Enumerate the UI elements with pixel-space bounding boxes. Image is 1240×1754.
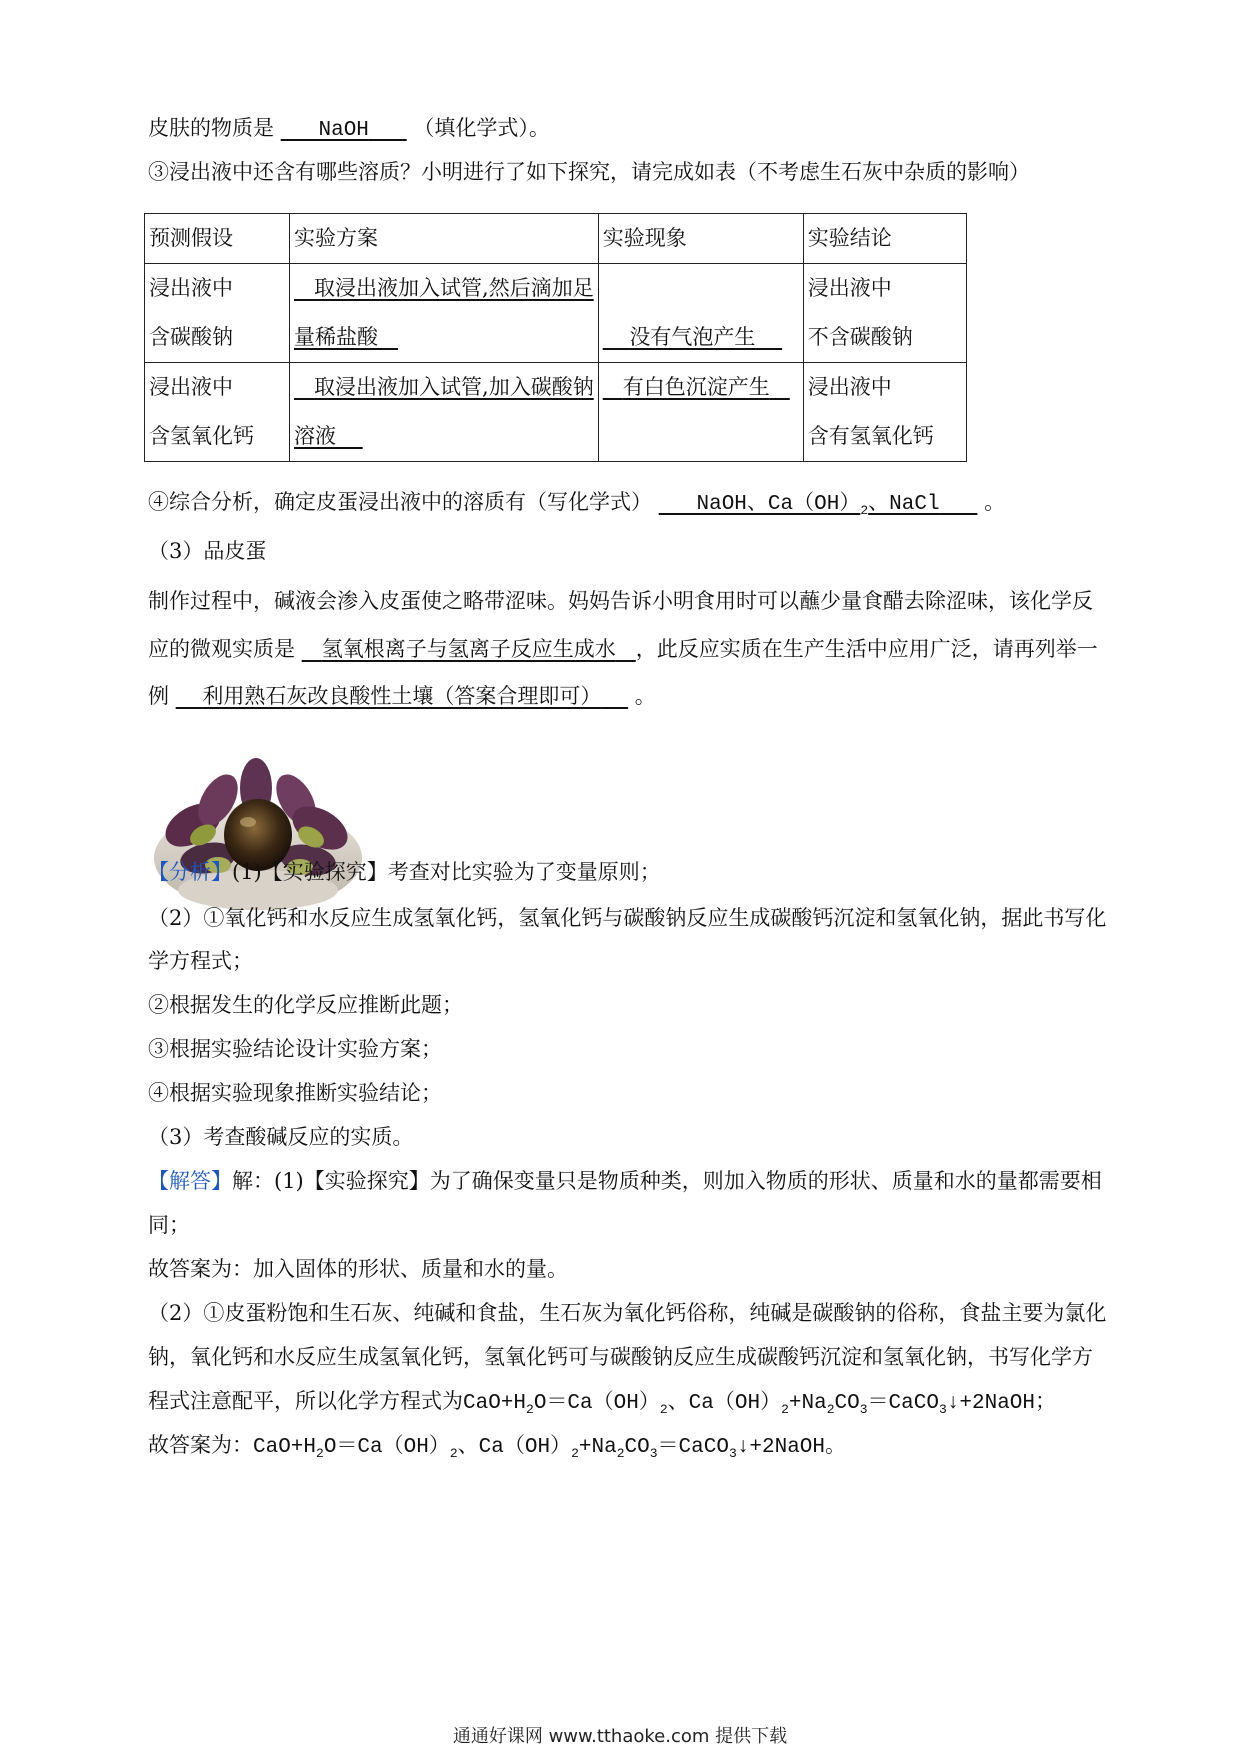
- analysis-line: （2）①氧化钙和水反应生成氢氧化钙，氢氧化钙与碳酸钠反应生成碳酸钙沉淀和氢氧化钠，据此书写化: [148, 906, 1107, 930]
- hypothesis-cell: 浸出液中 含碳酸钠: [145, 264, 290, 363]
- page-footer: 通通好课网 www.tthaoke.com 提供下载: [452, 1726, 788, 1747]
- conclusion-cell: 浸出液中 含有氢氧化钙: [803, 363, 966, 462]
- text-line: 皮肤的物质是 NaOH （填化学式）。: [148, 116, 550, 142]
- analysis-line: ③根据实验结论设计实验方案；: [148, 1037, 442, 1061]
- observation-cell: 有白色沉淀产生: [598, 363, 803, 462]
- text-line: 例 利用熟石灰改良酸性土壤（答案合理即可） 。: [148, 684, 656, 708]
- solution-line: 钠，氧化钙和水反应生成氢氧化钙，氢氧化钙可与碳酸钠反应生成碳酸钙沉淀和氢氧化钠，书写化学方: [148, 1345, 1093, 1369]
- text-line: 制作过程中，碱液会渗入皮蛋使之略带涩味。妈妈告诉小明食用时可以蘸少量食醋去除涩味，该化学反: [148, 589, 1093, 613]
- header-cell: 实验结论: [803, 214, 966, 264]
- equation-line: 故答案为：$CaO+H_2O=Ca(OH)_2$、$Ca(OH)_2+Na_2CO_3=CaCO_3↓+2NaOH$。: [148, 1433, 846, 1462]
- plan-cell: 取浸出液加入试管,然后滴加足 量稀盐酸: [290, 264, 599, 363]
- section-heading: （3）品皮蛋: [148, 539, 267, 563]
- equation-line: 程式注意配平，所以化学方程式为$CaO+H_2O=Ca(OH)_2$、$Ca(OH)_2+Na_2CO_3=CaCO_3↓+2NaOH$；: [148, 1389, 1056, 1418]
- table-row: [145, 363, 967, 462]
- analysis-line: 学方程式；: [148, 949, 253, 973]
- plan-cell: 取浸出液加入试管,加入碳酸钠 溶液: [290, 363, 599, 462]
- header-cell: 预测假设: [145, 214, 290, 264]
- answer-blank: 利用熟石灰改良酸性土壤（答案合理即可）: [202, 684, 602, 708]
- solution-tag: 【解答】: [148, 1169, 232, 1193]
- solution-line: 同；: [148, 1213, 190, 1237]
- answer-blank: NaOH、$Ca(OH)_2$、NaCl: [696, 493, 940, 519]
- answer-blank: NaOH: [318, 119, 369, 142]
- analysis-line: ④根据实验现象推断实验结论；: [148, 1081, 442, 1105]
- century-egg-photo: [148, 740, 366, 920]
- question-text: ③浸出液中还含有哪些溶质？小明进行了如下探究，请完成如表（不考虑生石灰中杂质的影响）: [148, 160, 1030, 184]
- header-cell: 实验方案: [290, 214, 599, 264]
- observation-cell: 没有气泡产生: [598, 264, 803, 363]
- text-line: ④综合分析，确定皮蛋浸出液中的溶质有（写化学式） NaOH、$Ca(OH)_2$、NaCl 。: [148, 490, 1006, 519]
- header-cell: 实验现象: [598, 214, 803, 264]
- table-header-row: [145, 214, 967, 264]
- solution-line: 【解答】解：(1)【实验探究】为了确保变量只是物质种类，则加入物质的形状、质量和水的量都需要相: [148, 1169, 1102, 1193]
- analysis-tag: 【分析】: [148, 860, 232, 884]
- experiment-table: [144, 213, 967, 462]
- analysis-line: （3）考查酸碱反应的实质。: [148, 1125, 414, 1149]
- analysis-line: 【分析】(1)【实验探究】考查对比实验为了变量原则；: [148, 860, 661, 884]
- solution-line: （2）①皮蛋粉饱和生石灰、纯碱和食盐，生石灰为氧化钙俗称，纯碱是碳酸钠的俗称，食盐主要为氯化: [148, 1301, 1107, 1325]
- solution-line: 故答案为：加入固体的形状、质量和水的量。: [148, 1257, 568, 1281]
- analysis-line: ②根据发生的化学反应推断此题；: [148, 993, 463, 1017]
- hypothesis-cell: 浸出液中 含氢氧化钙: [145, 363, 290, 462]
- conclusion-cell: 浸出液中 不含碳酸钠: [803, 264, 966, 363]
- answer-blank: 氢氧根离子与氢离子反应生成水: [321, 637, 616, 661]
- table-row: [145, 264, 967, 363]
- text-line: 应的微观实质是 氢氧根离子与氢离子反应生成水 ，此反应实质在生产生活中应用广泛，请再列举一: [148, 637, 1098, 661]
